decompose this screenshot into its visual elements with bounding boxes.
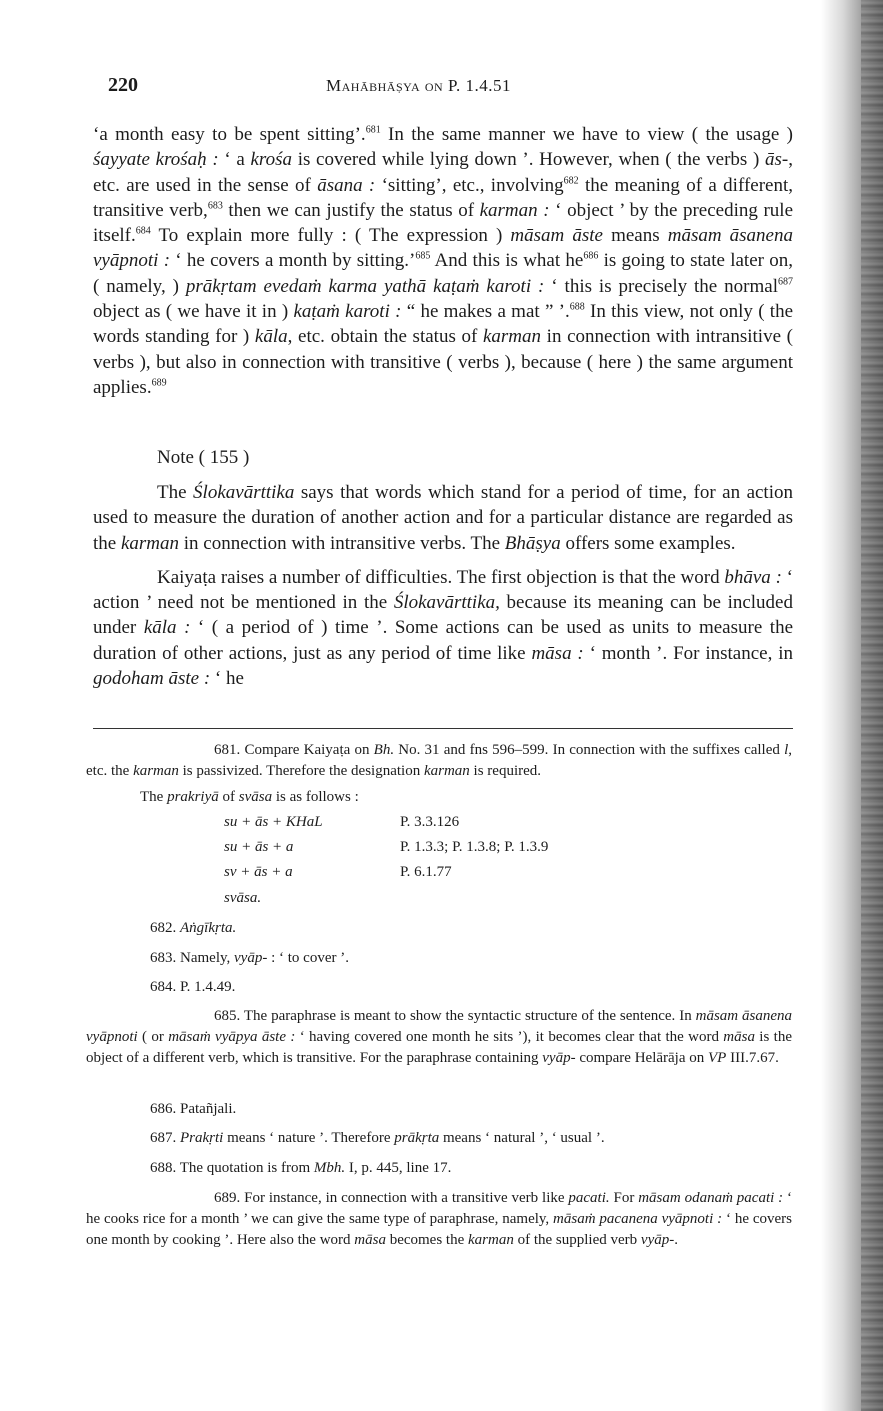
footnote-683: 683. Namely, vyāp- : ‘ to cover ’. (150, 950, 349, 966)
derivation-rule: P. 1.3.3; P. 1.3.8; P. 1.3.9 (400, 839, 549, 855)
scanned-binding-texture (861, 0, 883, 1411)
note-heading: Note ( 155 ) (157, 447, 250, 468)
running-title (326, 76, 511, 96)
page-number: 220 (108, 74, 138, 96)
footnote-689: 689. For instance, in connection with a transitive verb like pacati. For māsam odanaṁ pacati : ‘ he cooks rice for a month ’ we can give the same type of paraphrase, namely, māsaṁ pacanena vyāpnoti : ‘ he covers one month by cooking ’. Here also the word māsa becomes the karman of the supplied verb vyāp-. (86, 1190, 792, 1248)
page-header (108, 74, 798, 104)
derivation-rule: P. 3.3.126 (400, 814, 460, 830)
note-paragraph-1: The Ślokavārttika says that words which stand for a period of time, for an action used to measure the duration of another action and for a particular distance are regarded as the karman in connection with intransitive verbs. The Bhāṣya offers some examples. (93, 482, 793, 554)
main-text (93, 122, 793, 400)
footnote-688: 688. The quotation is from Mbh. I, p. 445, line 17. (150, 1160, 452, 1176)
running-title-rule: P. 1.4.51 (447, 76, 512, 95)
footnote-ref: 689 (151, 377, 167, 389)
note-paragraph-2: Kaiyaṭa raises a number of difficulties. The first objection is that the word bhāva : ‘ action ’ need not be mentioned in the Ślokavārttika, because its meaning can be included under kāla : ‘ ( a period of ) time ’. Some actions can be used as units to measure the duration of other actions, just as any period of time like māsa : ‘ month ’. For instance, in godoham āste : ‘ he (93, 566, 794, 690)
running-title-text: Mahābhāṣya on (326, 76, 444, 95)
footnote-ref: 685 (415, 251, 431, 263)
footnote-ref: 682 (563, 175, 579, 187)
footnote-ref: 688 (569, 301, 585, 313)
footnote-ref: 684 (135, 225, 151, 237)
footnote-685: 685. The paraphrase is meant to show the syntactic structure of the sentence. In māsam āsanena vyāpnoti ( or māsaṁ vyāpya āste : ‘ having covered one month he sits ’), it becomes clear that the word māsa is the object of a different verb, which is transitive. For the paraphrase containing vyāp- compare Helārāja on VP III.7.67. (86, 1008, 793, 1066)
footnote-684: 684. P. 1.4.49. (150, 979, 236, 995)
footnote-ref: 683 (207, 200, 223, 212)
footnote-681: 681. Compare Kaiyaṭa on Bh. No. 31 and fns 596–599. In connection with the suffixes called l, etc. the karman is passivized. Therefore the designation karman is required. (86, 742, 792, 779)
derivation-form: su + ās + a (224, 839, 294, 855)
footnote-682: 682. Aṅgīkṛta. (150, 920, 237, 936)
derivation-form: su + ās + KHaL (224, 814, 323, 830)
footnote-separator (93, 728, 793, 729)
main-paragraph: ‘a month easy to be spent sitting’.$^{681}$ In the same manner we have to view ( the usage ) śayyate krośaḥ : ‘ a krośa is covered while lying down ’. However, when ( the verbs ) ās-, etc. are used in the sense of āsana : ‘sitting’, etc., involving$^{682}$ the meaning of a different, transitive verb,$^{683}$ then we can justify the status of karman : ‘ object ’ by the preceding rule itself.$^{684}$ To explain more fully : ( The expression ) māsam āste means māsam āsanena vyāpnoti : ‘ he covers a month by sitting.’$^{685}$ And this is what $he^{686}$ is going to state later on, ( namely, ) prākṛtam evedaṁ karma yathā kaṭaṁ karoti : ‘ this is precisely the normal$^{687}$ object as ( we have it in ) kaṭaṁ karoti : “ he makes a mat ” ’.$^{688}$ In this view, not only ( the words standing for ) kāla, etc. obtain the status of karman in connection with intransitive ( verbs ), but also in connection with transitive ( verbs ), because ( here ) the same argument applies.$^{689}$ (93, 124, 794, 398)
derivation-rule: P. 6.1.77 (400, 864, 452, 880)
footnote-687: 687. Prakṛti means ‘ nature ’. Therefore prākṛta means ‘ natural ’, ‘ usual ’. (150, 1130, 605, 1146)
footnote-ref: 681 (365, 124, 381, 136)
footnote-ref: 686 (583, 251, 599, 263)
derivation-form: sv + ās + a (224, 864, 293, 880)
note-body (93, 480, 793, 691)
prakriya-intro: The prakriyā of svāsa is as follows : (140, 789, 359, 805)
footnote-686: 686. Patañjali. (150, 1101, 237, 1117)
footnote-ref: 687 (778, 276, 793, 288)
derivation-form: svāsa. (224, 890, 262, 906)
